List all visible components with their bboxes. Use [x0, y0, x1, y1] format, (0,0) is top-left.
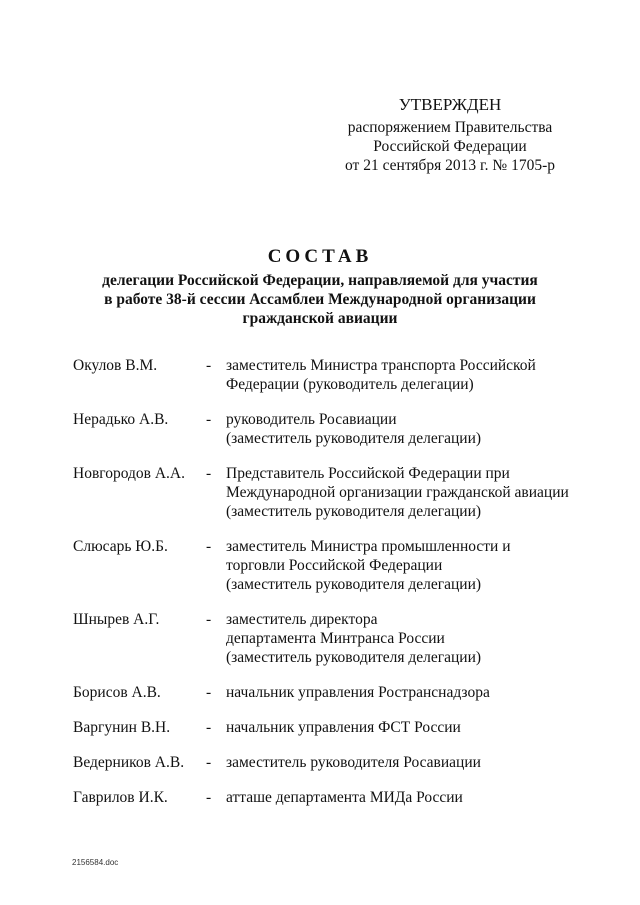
member-name: Окулов В.М.: [73, 357, 158, 374]
member-row: [73, 610, 593, 667]
member-name: Борисов А.В.: [73, 684, 161, 701]
member-name: Ведерников А.В.: [73, 754, 185, 771]
member-position-line: (заместитель руководителя делегации): [226, 503, 482, 520]
member-name: Слюсарь Ю.Б.: [73, 538, 168, 555]
member-row: [73, 537, 593, 594]
file-name-footer: 2156584.doc: [72, 858, 119, 867]
heading-line: в работе 38-й сессии Ассамблеи Международной организации: [104, 291, 536, 308]
member-position-line: атташе департамента МИДа России: [226, 789, 463, 806]
member-dash: -: [206, 789, 212, 806]
member-dash: -: [206, 611, 212, 628]
member-dash: -: [206, 411, 212, 428]
member-position-line: торговли Российской Федерации: [226, 557, 443, 574]
approval-line: Российской Федерации: [373, 138, 527, 155]
member-dash: -: [206, 538, 212, 555]
member-position-line: Международной организации гражданской авиации: [226, 484, 569, 501]
member-position: [226, 753, 593, 772]
document-title: СОСТАВ: [267, 246, 373, 267]
member-position: [226, 718, 593, 737]
member-row: [73, 753, 593, 772]
member-position-line: начальник управления Ространснадзора: [226, 684, 490, 701]
member-position-line: (заместитель руководителя делегации): [226, 649, 482, 666]
member-position-line: заместитель директора: [226, 611, 378, 628]
member-row: [73, 410, 593, 448]
member-row: [73, 464, 593, 521]
member-row: [73, 718, 593, 737]
heading-line: делегации Российской Федерации, направляемой для участия: [102, 272, 538, 289]
member-position-line: департамента Минтранса России: [226, 630, 445, 647]
member-name: Шнырев А.Г.: [73, 611, 160, 628]
member-name: Гаврилов И.К.: [73, 789, 168, 806]
member-position: [226, 683, 593, 702]
member-position-line: (заместитель руководителя делегации): [226, 430, 482, 447]
member-position-line: начальник управления ФСТ России: [226, 719, 461, 736]
member-dash: -: [206, 719, 212, 736]
member-name: Нерадько А.В.: [73, 411, 169, 428]
approval-date-line: от 21 сентября 2013 г. № 1705-р: [345, 157, 555, 174]
member-position-line: (заместитель руководителя делегации): [226, 576, 482, 593]
member-position-line: Представитель Российской Федерации при: [226, 465, 510, 482]
document-heading: [40, 246, 600, 328]
heading-line: гражданской авиации: [242, 310, 398, 327]
member-position-line: руководитель Росавиации: [226, 411, 397, 428]
approval-block: [330, 94, 570, 175]
member-dash: -: [206, 684, 212, 701]
member-position-line: заместитель Министра промышленности и: [226, 538, 511, 555]
member-position: [226, 464, 593, 521]
member-position-line: заместитель Министра транспорта Российской: [226, 357, 536, 374]
member-position-line: Федерации (руководитель делегации): [226, 376, 474, 393]
member-row: [73, 788, 593, 807]
member-dash: -: [206, 465, 212, 482]
member-dash: -: [206, 754, 212, 771]
member-position: [226, 610, 593, 667]
member-position: [226, 537, 593, 594]
member-name: Варгунин В.Н.: [73, 719, 171, 736]
member-row: [73, 683, 593, 702]
member-position-line: заместитель руководителя Росавиации: [226, 754, 481, 771]
approval-stamp: УТВЕРЖДЕН: [398, 95, 502, 114]
member-position: [226, 410, 593, 448]
member-row: [73, 356, 593, 394]
approval-line: распоряжением Правительства: [347, 119, 553, 136]
delegation-member-list: [73, 356, 593, 823]
member-name: Новгородов А.А.: [73, 465, 186, 482]
member-position: [226, 356, 593, 394]
member-position: [226, 788, 593, 807]
member-dash: -: [206, 357, 212, 374]
